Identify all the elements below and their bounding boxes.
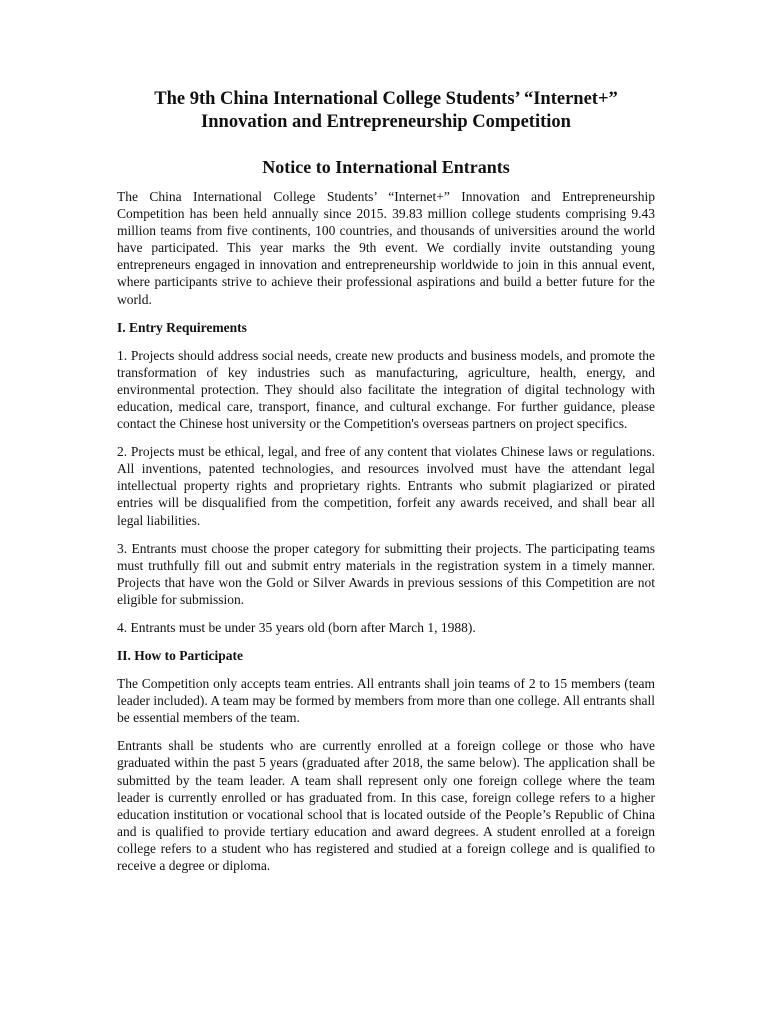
title-line-2: Innovation and Entrepreneurship Competition: [201, 112, 571, 132]
requirement-item-4: 4. Entrants must be under 35 years old (born after March 1, 1988).: [117, 619, 476, 635]
document-subtitle: Notice to International Entrants: [262, 157, 510, 177]
requirement-item-1: 1. Projects should address social needs, create new products and business models, and promote the transformation of key industries such as manufacturing, agriculture, health, energy, and environmental protection. They should also facilitate the integration of digital technology with education, medical care, transport, finance, and cultural exchange. For further guidance, please contact the Chinese host university or the Competition's overseas partners on project specifics.: [117, 347, 655, 432]
participate-paragraph-1: The Competition only accepts team entries. All entrants shall join teams of 2 to 15 members (team leader included). A team may be formed by members from more than one college. All entrants shall be essential members of the team.: [117, 676, 655, 726]
requirement-item-3: 3. Entrants must choose the proper category for submitting their projects. The participating teams must truthfully fill out and submit entry materials in the registration system in a timely manner. Projects that have won the Gold or Silver Awards in previous sessions of this Competition are not eligible for submission.: [117, 540, 655, 607]
section-heading-entry-requirements: I. Entry Requirements: [117, 319, 247, 335]
document-title: [117, 88, 655, 134]
title-line-1: The 9th China International College Students’ “Internet+”: [154, 89, 618, 109]
requirement-item-2: 2. Projects must be ethical, legal, and free of any content that violates Chinese laws or regulations. All inventions, patented technologies, and resources involved must have the attendant legal intellectual property rights and proprietary rights. Entrants who submit plagiarized or pirated entries will be disqualified from the competition, forfeit any awards received, and shall bear all legal liabilities.: [117, 444, 655, 528]
intro-paragraph: The China International College Students’ “Internet+” Innovation and Entrepreneurship Competition has been held annually since 2015. 39.83 million college students comprising 9.43 million teams from five continents, 100 countries, and thousands of universities around the world have participated. This year marks the 9th event. We cordially invite outstanding young entrepreneurs engaged in innovation and entrepreneurship worldwide to join in this annual event, where participants strive to achieve their professional aspirations and build a better future for the world.: [117, 189, 655, 307]
section-heading-how-to-participate: II. How to Participate: [117, 648, 243, 664]
participate-paragraph-2: Entrants shall be students who are currently enrolled at a foreign college or those who have graduated within the past 5 years (graduated after 2018, the same below). The application shall be submitted by the team leader. A team shall represent only one foreign college where the team leader is currently enrolled or has graduated from. In this case, foreign college refers to a higher education institution or vocational school that is located outside of the People’s Republic of China and is qualified to provide tertiary education and award degrees. A student enrolled at a foreign college refers to a student who has registered and studied at a foreign college and is qualified to receive a degree or diploma.: [117, 738, 655, 873]
